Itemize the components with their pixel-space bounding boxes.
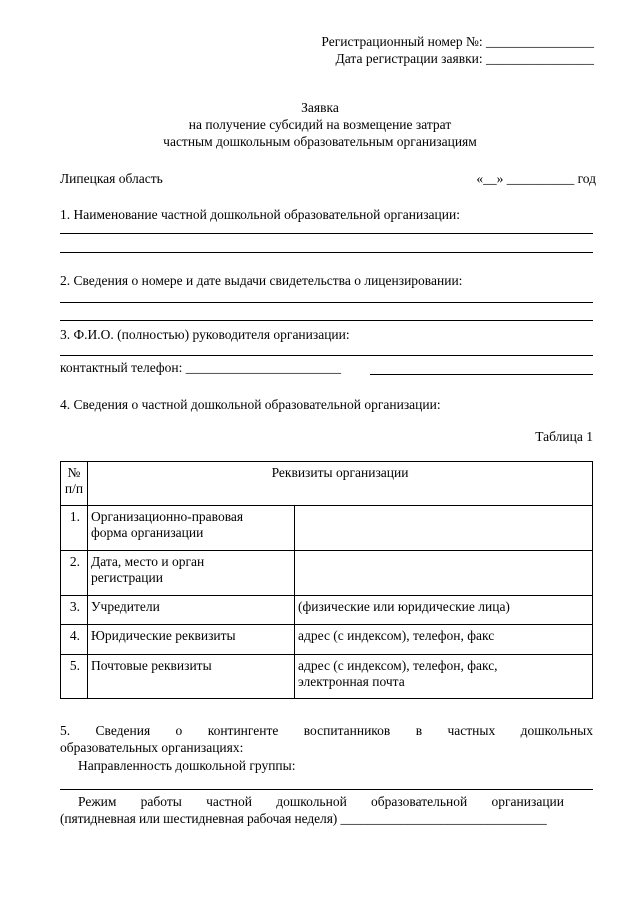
table-header-row xyxy=(61,462,593,506)
row-number: 4. xyxy=(61,625,88,655)
fill-line xyxy=(370,374,593,375)
row-value: адрес (с индексом), телефон, факс xyxy=(295,625,593,655)
fill-line xyxy=(60,789,593,790)
section-4-heading: 4. Сведения о частной дошкольной образовательной организации: xyxy=(60,397,441,412)
section-5-heading-line1: 5. Сведения о контингенте воспитанников в частных дошкольных xyxy=(60,723,593,738)
table-row xyxy=(61,506,593,551)
row-value: адрес (с индексом), телефон, факс, электронная почта xyxy=(295,655,593,699)
row-number: 2. xyxy=(61,551,88,596)
document-subtitle-line1: на получение субсидий на возмещение затрат xyxy=(188,117,452,132)
section-1-heading: 1. Наименование частной дошкольной образовательной организации: xyxy=(60,207,460,222)
fill-line xyxy=(60,302,593,303)
header-number-cell: № п/п xyxy=(61,462,88,506)
row-number: 3. xyxy=(61,596,88,625)
section-2-heading: 2. Сведения о номере и дате выдачи свидетельства о лицензировании: xyxy=(60,273,463,288)
row-label: Организационно-правовая форма организации xyxy=(88,506,295,551)
document-title: Заявка xyxy=(301,100,339,115)
organization-details-table xyxy=(60,461,593,699)
header-title-cell: Реквизиты организации xyxy=(88,462,593,506)
row-label: Юридические реквизиты xyxy=(88,625,295,655)
section-3-heading: 3. Ф.И.О. (полностью) руководителя организации: xyxy=(60,327,350,342)
row-label: Учредители xyxy=(88,596,295,625)
table-row xyxy=(61,655,593,699)
work-mode-line2: (пятидневная или шестидневная рабочая неделя) _______________________________ xyxy=(60,811,547,826)
contact-phone-label: контактный телефон: _______________________ xyxy=(60,360,341,375)
registration-date: Дата регистрации заявки: ________________ xyxy=(335,51,594,66)
row-value: (физические или юридические лица) xyxy=(295,596,593,625)
row-number: 5. xyxy=(61,655,88,699)
fill-line xyxy=(60,320,593,321)
row-value xyxy=(295,506,593,551)
fill-line xyxy=(60,355,593,356)
registration-number: Регистрационный номер №: ________________ xyxy=(321,34,594,49)
fill-line xyxy=(60,252,593,253)
region-name: Липецкая область xyxy=(60,171,163,186)
group-direction-label: Направленность дошкольной группы: xyxy=(78,758,296,773)
application-date: «__» __________ год xyxy=(476,171,596,186)
table-caption: Таблица 1 xyxy=(535,429,593,444)
table-row xyxy=(61,596,593,625)
document-subtitle-line2: частным дошкольным образовательным организациям xyxy=(163,134,477,149)
table-row xyxy=(61,625,593,655)
table-row xyxy=(61,551,593,596)
row-value xyxy=(295,551,593,596)
work-mode-line1: Режим работы частной дошкольной образовательной организации xyxy=(78,794,564,809)
row-label: Дата, место и орган регистрации xyxy=(88,551,295,596)
fill-line xyxy=(60,233,593,234)
row-label: Почтовые реквизиты xyxy=(88,655,295,699)
section-5-heading-line2: образовательных организациях: xyxy=(60,740,244,755)
row-number: 1. xyxy=(61,506,88,551)
